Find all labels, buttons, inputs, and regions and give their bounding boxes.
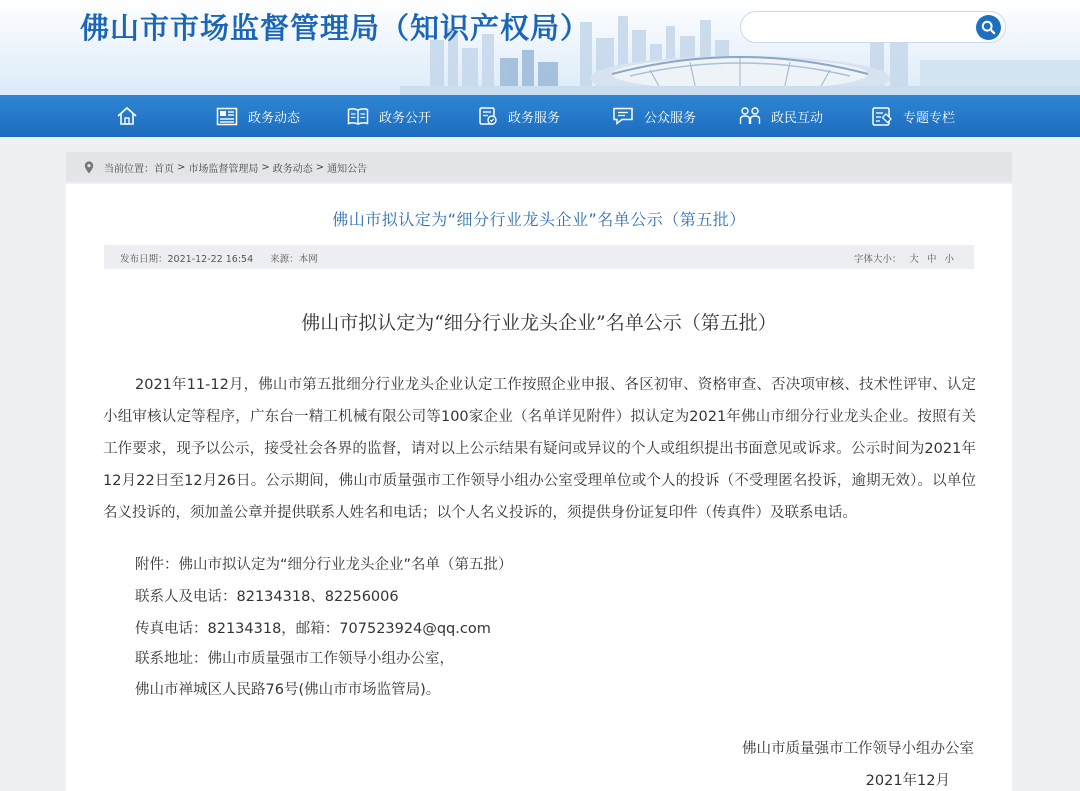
nav-item-home[interactable] (116, 95, 148, 137)
nav-item-label: 政务动态 (248, 110, 301, 126)
nav-item-label: 政务服务 (508, 110, 561, 126)
nav-item-label: 专题专栏 (903, 110, 956, 126)
nav-item-label: 政务公开 (379, 110, 432, 126)
article-meta-bar (104, 245, 974, 269)
breadcrumb-separator: > (315, 161, 325, 173)
search-button[interactable] (976, 15, 1001, 40)
article-body: 2021年11-12月，佛山市第五批细分行业龙头企业认定工作按照企业申报、各区初审、资格审查、否决项审核、技术性评审、认定小组审核认定等程序，广东台一精工机械有限公司等100家企业（名单详见附件）拟认定为2021年佛山市细分行业龙头企业。按照有关工作要求，现予以公示，接受社会各界的监督，请对以上公示结果有疑问或异议的个人或组织提出书面意见或诉求。公示时间为2021年12月22日至12月26日。公示期间，佛山市质量强市工作领导小组办公室受理单位或个人的投诉（不受理匿名投诉，逾期无效）。以单位名义投诉的，须加盖公章并提供联系人姓名和电话；以个人名义投诉的，须提供身份证复印件（传真件）及联系电话。 (103, 377, 976, 521)
home-icon (116, 106, 138, 126)
source-label: 来源： (270, 254, 299, 265)
search-box (740, 11, 1006, 43)
nav-item-gov-service[interactable] (478, 95, 560, 137)
address-line-1: 联系地址：佛山市质量强市工作领导小组办公室， (135, 651, 454, 667)
breadcrumb-separator: > (261, 161, 270, 173)
nav-item-news[interactable] (216, 95, 300, 137)
source-value: 本网 (298, 254, 318, 265)
fax-email-line: 传真电话：82134318，邮箱：707523924@qq.com (135, 621, 491, 637)
location-pin-icon (84, 161, 94, 174)
nav-item-topics[interactable] (871, 95, 955, 137)
search-icon (981, 20, 996, 35)
signature-date: 2021年12月 (865, 773, 950, 789)
breadcrumb-separator: > (177, 161, 186, 173)
site-header (0, 0, 1080, 95)
breadcrumb (66, 152, 1012, 182)
publish-date: 2021-12-22 16:54 (167, 254, 254, 265)
font-size-small-button[interactable]: 小 (944, 254, 954, 265)
font-size-label: 字体大小： (853, 254, 902, 265)
nav-item-open-gov[interactable] (347, 95, 431, 137)
book-icon (347, 107, 369, 126)
news-icon (216, 107, 238, 126)
attachment-link[interactable]: 附件：佛山市拟认定为“细分行业龙头企业”名单（第五批） (135, 557, 513, 573)
breadcrumb-home[interactable]: 首页 (154, 163, 174, 175)
breadcrumb-bureau[interactable]: 市场监督管理局 (188, 163, 259, 175)
nav-item-label: 公众服务 (644, 110, 697, 126)
content-panel (66, 184, 1012, 791)
breadcrumb-prefix: 当前位置： (104, 163, 154, 175)
article-title: 佛山市拟认定为“细分行业龙头企业”名单公示（第五批） (301, 312, 777, 334)
people-icon (739, 106, 761, 126)
font-size-medium-button[interactable]: 中 (926, 254, 937, 265)
contact-line: 联系人及电话：82134318、82256006 (135, 589, 399, 605)
address-line-2: 佛山市禅城区人民路76号(佛山市市场监管局)。 (135, 682, 441, 698)
signature-office: 佛山市质量强市工作领导小组办公室 (742, 741, 974, 757)
topic-icon (871, 105, 893, 127)
article-meta-left (120, 251, 318, 265)
font-size-large-button[interactable]: 大 (909, 254, 919, 265)
search-input[interactable] (755, 17, 969, 39)
nav-item-public-service[interactable] (612, 95, 696, 137)
breadcrumb-notices[interactable]: 通知公告 (327, 163, 368, 175)
site-title: 佛山市市场监督管理局（知识产权局） (80, 11, 591, 45)
chat-icon (612, 106, 634, 126)
publish-date-label: 发布日期： (120, 254, 168, 265)
main-nav (0, 95, 1080, 137)
service-icon (478, 106, 498, 126)
font-size-control (854, 251, 954, 265)
breadcrumb-news[interactable]: 政务动态 (272, 163, 313, 175)
page-title: 佛山市拟认定为“细分行业龙头企业”名单公示（第五批） (332, 210, 746, 229)
nav-item-label: 政民互动 (771, 110, 824, 126)
nav-item-interaction[interactable] (739, 95, 823, 137)
